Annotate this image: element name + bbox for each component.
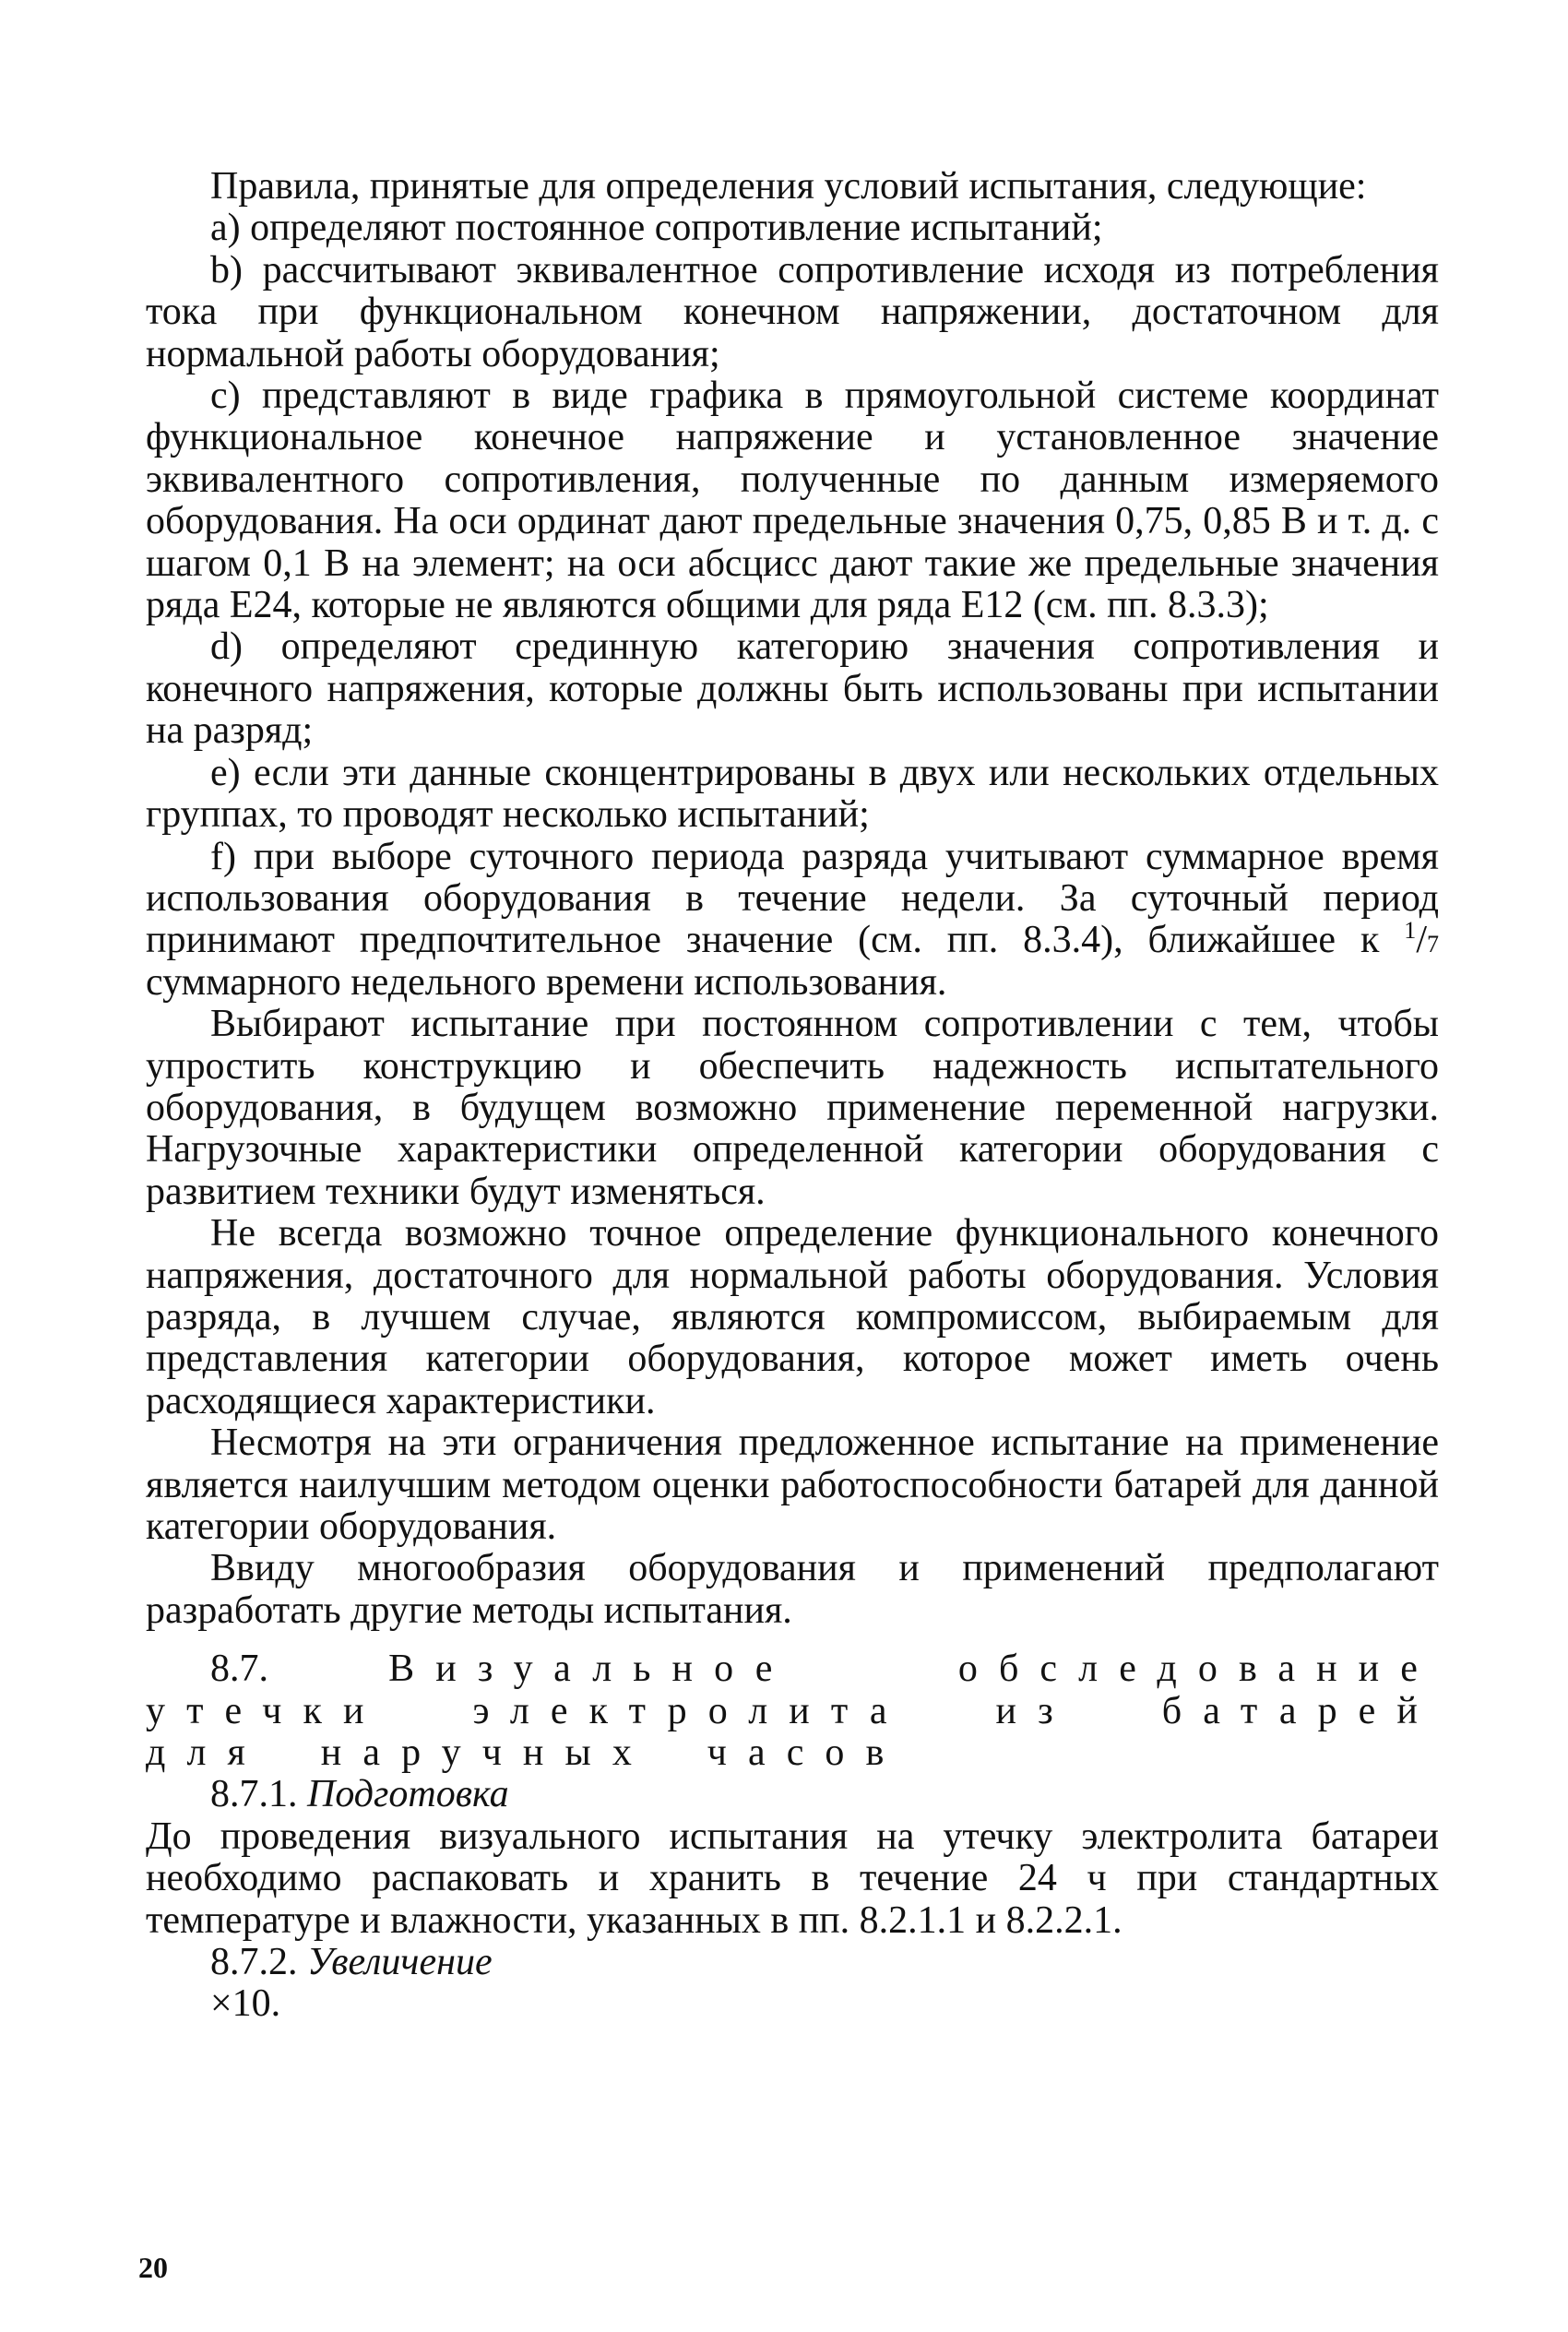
page-number: 20 bbox=[138, 2251, 168, 2284]
subsection-title: Подготовка bbox=[307, 1773, 509, 1816]
section-heading bbox=[146, 1648, 1439, 1774]
intro-paragraph: Правила, принятые для определения условий испытания, следующие: bbox=[210, 165, 1367, 208]
body-text bbox=[146, 166, 1439, 2026]
paragraph-constant-resistance: Выбирают испытание при постоянном сопротивлении с тем, чтобы упростить конструкцию и обеспечить надежность испытательного оборудования, в будущем возможно применение переменной нагрузки. Нагрузочные характеристики определенной категории оборудования с развитием техники будут изменяться. bbox=[146, 1003, 1439, 1213]
subsection-heading-preparation bbox=[146, 1774, 1439, 1815]
paragraph-other-methods: Ввиду многообразия оборудования и применений предполагают разработать другие методы испытания. bbox=[146, 1547, 1439, 1632]
list-item-d: d) определяют срединную категорию значения сопротивления и конечного напряжения, которые должны быть использованы при испытании на разряд; bbox=[146, 625, 1439, 753]
paragraph-end-voltage: Не всегда возможно точное определение функционального конечного напряжения, достаточного для нормальной работы оборудования. Условия разряда, в лучшем случае, являются компромиссом, выбираемым для представления категории оборудования, которое может иметь очень расходящиеся характеристики. bbox=[146, 1212, 1439, 1422]
fraction-numerator: 1 bbox=[1404, 917, 1417, 945]
section-number: 8.7. bbox=[210, 1648, 268, 1691]
list-item-f-end: суммарного недельного времени использования. bbox=[146, 960, 947, 1004]
preparation-text: До проведения визуального испытания на утечку электролита батареи необходимо распаковать и хранить в течение 24 ч при стандартных температуре и влажности, указанных в пп. 8.2.1.1 и 8.2.2.1. bbox=[146, 1814, 1439, 1942]
paragraph-limitations: Несмотря на эти ограничения предложенное испытание на применение является наилучшим методом оценки работоспособности батарей для данной категории оборудования. bbox=[146, 1422, 1439, 1548]
list-item-b: b) рассчитывают эквивалентное сопротивление исходя из потребления тока при функциональном конечном напряжении, достаточном для нормальной работы оборудования; bbox=[146, 248, 1439, 375]
section-title: Визуальное обследование утечки электролита из батарей для наручных часов bbox=[146, 1648, 1439, 1775]
subsection-number: 8.7.1. bbox=[210, 1773, 298, 1816]
list-item-f-start: f) при выборе суточного периода разряда учитывают суммарное время использования оборудования в течение недели. За суточный период принимают предпочтительное значение (см. пп. 8.3.4), ближайшее к bbox=[146, 835, 1439, 962]
list-item-c: c) представляют в виде графика в прямоугольной системе координат функциональное конечное напряжение и установленное значение эквивалентного сопротивления, полученные по данным измеряемого оборудования. На оси ординат дают предельные значения 0,75, 0,85 В и т. д. с шагом 0,1 В на элемент; на оси абсцисс дают такие же предельные значения ряда Е24, которые не являются общими для ряда Е12 (см. пп. 8.3.3); bbox=[146, 375, 1439, 627]
subsection-heading-magnification bbox=[146, 1942, 1439, 1983]
magnification-value: ×10. bbox=[210, 1982, 281, 2026]
subsection-title: Увеличение bbox=[307, 1941, 493, 1984]
subsection-number: 8.7.2. bbox=[210, 1941, 298, 1984]
list-item-a: a) определяют постоянное сопротивление испытаний; bbox=[210, 207, 1103, 250]
fraction-denominator: 7 bbox=[1426, 931, 1439, 958]
list-item-e: e) если эти данные сконцентрированы в двух или нескольких отдельных группах, то проводят несколько испытаний; bbox=[146, 751, 1439, 837]
list-item-f: f) при выборе суточного периода разряда учитывают суммарное время использования оборудования в течение недели. За суточный период принимают предпочтительное значение (см. пп. 8.3.4), ближайшее к $^1$/7 суммарного недельного времени использования. bbox=[146, 835, 1439, 1004]
